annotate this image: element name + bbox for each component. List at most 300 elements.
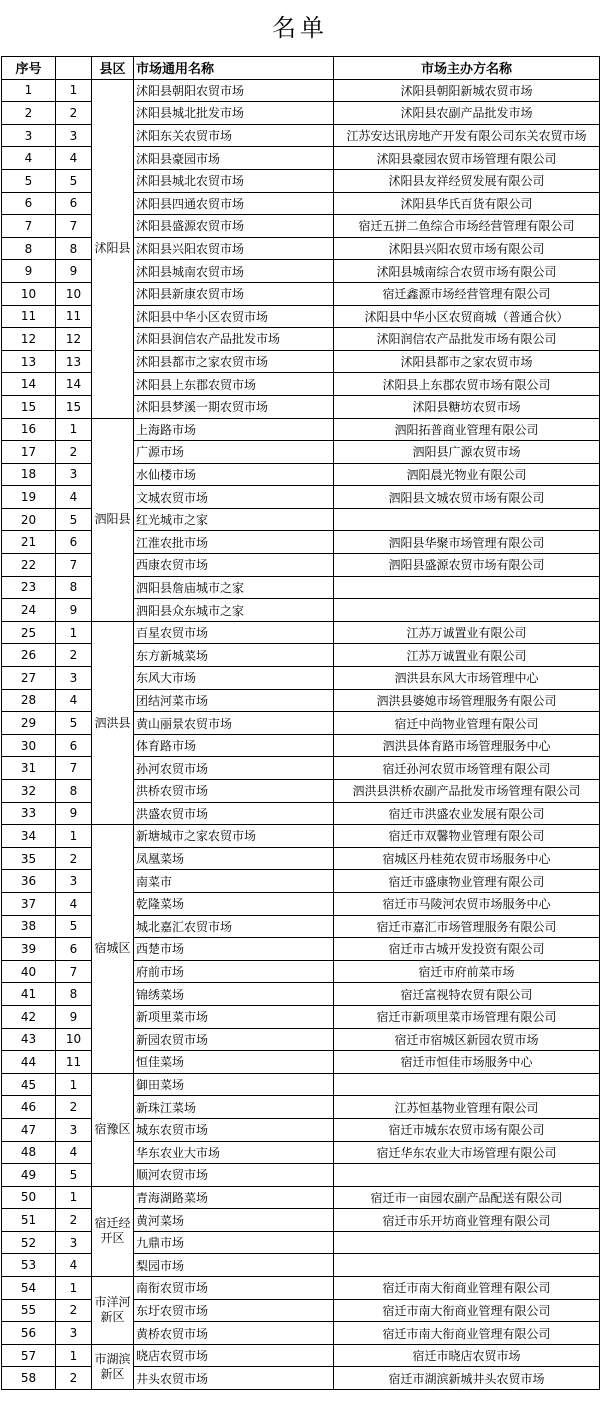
row-seq: 10 [2,282,56,305]
row-sub-seq: 7 [56,757,92,780]
table-row [2,621,600,644]
market-name: 乾隆菜场 [134,892,334,915]
row-seq: 18 [2,463,56,486]
row-seq: 45 [2,1073,56,1096]
market-name: 百星农贸市场 [134,621,334,644]
market-name: 沭阳县都市之家农贸市场 [134,350,334,373]
table-row [2,1118,600,1141]
row-sub-seq: 4 [56,486,92,509]
header-seq: 序号 [2,57,56,80]
organizer-name: 泗阳晨光物业有限公司 [334,463,600,486]
table-row [2,531,600,554]
organizer-name: 宿迁市嘉汇市场管理服务有限公司 [334,915,600,938]
row-sub-seq: 9 [56,1005,92,1028]
row-seq: 43 [2,1028,56,1051]
row-sub-seq: 15 [56,395,92,418]
market-name: 黄河菜场 [134,1209,334,1232]
row-sub-seq: 10 [56,1028,92,1051]
table-row [2,915,600,938]
market-list-table [1,56,600,1390]
district-cell: 泗洪县 [92,621,134,824]
market-name: 新项里菜市场 [134,1005,334,1028]
market-name: 新塘城市之家农贸市场 [134,825,334,848]
market-name: 城东农贸市场 [134,1118,334,1141]
row-sub-seq: 6 [56,531,92,554]
row-seq: 7 [2,215,56,238]
row-seq: 11 [2,305,56,328]
organizer-name: 宿迁市新项里菜市场管理有限公司 [334,1005,600,1028]
organizer-name: 沭阳县上东郡农贸市场有限公司 [334,373,600,396]
row-seq: 42 [2,1005,56,1028]
table-row [2,780,600,803]
market-name: 体育路市场 [134,734,334,757]
market-name: 南衔农贸市场 [134,1277,334,1300]
table-row [2,1005,600,1028]
organizer-name: 宿迁市一亩园农副产品配送有限公司 [334,1186,600,1209]
row-sub-seq: 1 [56,418,92,441]
row-seq: 3 [2,124,56,147]
page-title: 名单 [272,14,328,42]
row-seq: 20 [2,508,56,531]
organizer-name [334,1073,600,1096]
market-name: 新园农贸市场 [134,1028,334,1051]
organizer-name: 沭阳县友祥经贸发展有限公司 [334,169,600,192]
table-row [2,395,600,418]
row-seq: 31 [2,757,56,780]
table-row [2,892,600,915]
row-sub-seq: 3 [56,1118,92,1141]
market-name: 沭阳县豪园市场 [134,147,334,170]
table-row [2,1367,600,1390]
row-seq: 28 [2,689,56,712]
row-seq: 27 [2,667,56,690]
row-seq: 51 [2,1209,56,1232]
row-sub-seq: 1 [56,621,92,644]
table-row [2,983,600,1006]
table-row [2,282,600,305]
table-row [2,79,600,102]
row-sub-seq: 8 [56,237,92,260]
row-seq: 14 [2,373,56,396]
row-seq: 40 [2,960,56,983]
row-seq: 9 [2,260,56,283]
row-sub-seq: 3 [56,1322,92,1345]
table-row [2,305,600,328]
organizer-name: 宿迁市古城开发投资有限公司 [334,938,600,961]
row-seq: 58 [2,1367,56,1390]
organizer-name: 宿迁市盛康物业管理有限公司 [334,870,600,893]
market-name: 西楚市场 [134,938,334,961]
table-row [2,1299,600,1322]
district-cell: 市湖滨新区 [92,1344,134,1389]
organizer-name: 沭阳县华氏百货有限公司 [334,192,600,215]
organizer-name: 宿迁市南大衔商业管理有限公司 [334,1322,600,1345]
row-sub-seq: 13 [56,350,92,373]
row-sub-seq: 1 [56,825,92,848]
row-sub-seq: 3 [56,870,92,893]
market-name: 沭阳县上东郡农贸市场 [134,373,334,396]
district-cell: 宿城区 [92,825,134,1074]
row-sub-seq: 9 [56,260,92,283]
table-row [2,757,600,780]
table-row [2,1344,600,1367]
organizer-name: 泗洪县体育路市场管理服务中心 [334,734,600,757]
row-sub-seq: 8 [56,780,92,803]
organizer-name: 宿迁市湖滨新城井头农贸市场 [334,1367,600,1390]
table-row [2,870,600,893]
organizer-name [334,1231,600,1254]
table-row [2,712,600,735]
row-seq: 24 [2,599,56,622]
row-seq: 35 [2,847,56,870]
table-row [2,441,600,464]
table-row [2,802,600,825]
market-name: 沭阳县四通农贸市场 [134,192,334,215]
market-name: 顺河农贸市场 [134,1164,334,1187]
row-sub-seq: 6 [56,938,92,961]
market-name: 梨园市场 [134,1254,334,1277]
market-name: 沭阳县润信农产品批发市场 [134,328,334,351]
district-cell: 市洋河新区 [92,1277,134,1345]
table-row [2,1322,600,1345]
table-row [2,328,600,351]
organizer-name: 泗洪县婆媳市场管理服务有限公司 [334,689,600,712]
row-sub-seq: 3 [56,124,92,147]
row-sub-seq: 2 [56,1367,92,1390]
market-name: 凤凰菜场 [134,847,334,870]
row-seq: 48 [2,1141,56,1164]
header-district: 县区 [92,57,134,80]
row-seq: 53 [2,1254,56,1277]
table-row [2,1231,600,1254]
row-seq: 5 [2,169,56,192]
table-row [2,350,600,373]
row-sub-seq: 4 [56,1254,92,1277]
organizer-name: 江苏万诚置业有限公司 [334,621,600,644]
organizer-name: 宿迁市城东农贸市场有限公司 [334,1118,600,1141]
row-seq: 44 [2,1051,56,1074]
market-name: 青海湖路菜场 [134,1186,334,1209]
row-seq: 16 [2,418,56,441]
organizer-name: 宿迁市恒佳市场服务中心 [334,1051,600,1074]
organizer-name: 宿迁市乐开坊商业管理有限公司 [334,1209,600,1232]
market-name: 沭阳县城南农贸市场 [134,260,334,283]
organizer-name [334,599,600,622]
market-name: 黄山丽景农贸市场 [134,712,334,735]
row-sub-seq: 7 [56,215,92,238]
row-sub-seq: 5 [56,712,92,735]
row-sub-seq: 1 [56,1277,92,1300]
market-name: 沭阳县中华小区农贸市场 [134,305,334,328]
organizer-name: 沭阳县豪园农贸市场管理有限公司 [334,147,600,170]
organizer-name: 宿城区丹桂苑农贸市场服务中心 [334,847,600,870]
row-seq: 55 [2,1299,56,1322]
organizer-name: 宿迁孙河农贸市场管理有限公司 [334,757,600,780]
row-seq: 37 [2,892,56,915]
table-row [2,463,600,486]
market-name: 锦绣菜场 [134,983,334,1006]
row-seq: 52 [2,1231,56,1254]
organizer-name: 宿迁市洪盛农业发展有限公司 [334,802,600,825]
organizer-name: 沭阳县都市之家农贸市场 [334,350,600,373]
row-sub-seq: 1 [56,1073,92,1096]
table-row [2,124,600,147]
table-row [2,644,600,667]
row-sub-seq: 2 [56,1299,92,1322]
market-name: 黄桥农贸市场 [134,1322,334,1345]
table-row [2,1277,600,1300]
market-name: 洪盛农贸市场 [134,802,334,825]
row-sub-seq: 10 [56,282,92,305]
table-row [2,508,600,531]
organizer-name [334,576,600,599]
row-seq: 17 [2,441,56,464]
row-seq: 2 [2,102,56,125]
organizer-name: 泗阳县广源农贸市场 [334,441,600,464]
organizer-name: 江苏恒基物业管理有限公司 [334,1096,600,1119]
table-row [2,418,600,441]
row-sub-seq: 6 [56,734,92,757]
header-market-name: 市场通用名称 [134,57,334,80]
table-body [2,79,600,1389]
organizer-name: 泗阳拓普商业管理有限公司 [334,418,600,441]
table-row [2,1073,600,1096]
organizer-name [334,1164,600,1187]
row-seq: 50 [2,1186,56,1209]
market-name: 东风大市场 [134,667,334,690]
organizer-name: 宿迁市宿城区新园农贸市场 [334,1028,600,1051]
market-name: 南菜市 [134,870,334,893]
table-row [2,1051,600,1074]
row-sub-seq: 1 [56,79,92,102]
row-seq: 30 [2,734,56,757]
table-row [2,237,600,260]
organizer-name: 宿迁五拼二鱼综合市场经营管理有限公司 [334,215,600,238]
row-sub-seq: 9 [56,599,92,622]
market-name: 沭阳县梦溪一期农贸市场 [134,395,334,418]
market-name: 沭阳县新康农贸市场 [134,282,334,305]
organizer-name: 泗洪县洪桥农副产品批发市场管理有限公司 [334,780,600,803]
market-name: 孙河农贸市场 [134,757,334,780]
market-name: 沭阳东关农贸市场 [134,124,334,147]
row-sub-seq: 7 [56,960,92,983]
row-sub-seq: 4 [56,689,92,712]
row-sub-seq: 11 [56,305,92,328]
table-row [2,147,600,170]
organizer-name: 泗阳县文城农贸市场有限公司 [334,486,600,509]
organizer-name: 江苏万诚置业有限公司 [334,644,600,667]
market-name: 府前市场 [134,960,334,983]
row-seq: 25 [2,621,56,644]
market-name: 文城农贸市场 [134,486,334,509]
market-name: 华东农业大市场 [134,1141,334,1164]
market-name: 沭阳县盛源农贸市场 [134,215,334,238]
row-sub-seq: 3 [56,1231,92,1254]
organizer-name: 宿迁市府前菜市场 [334,960,600,983]
row-sub-seq: 2 [56,441,92,464]
row-sub-seq: 5 [56,915,92,938]
market-name: 西康农贸市场 [134,554,334,577]
row-seq: 47 [2,1118,56,1141]
row-seq: 38 [2,915,56,938]
organizer-name [334,1254,600,1277]
organizer-name [334,508,600,531]
row-seq: 46 [2,1096,56,1119]
row-sub-seq: 6 [56,192,92,215]
row-sub-seq: 2 [56,644,92,667]
row-seq: 32 [2,780,56,803]
organizer-name: 沭阳县兴阳农贸市场有限公司 [334,237,600,260]
row-seq: 22 [2,554,56,577]
row-seq: 13 [2,350,56,373]
row-sub-seq: 2 [56,1209,92,1232]
row-sub-seq: 3 [56,463,92,486]
row-sub-seq: 5 [56,169,92,192]
organizer-name: 江苏安达讯房地产开发有限公司东关农贸市场 [334,124,600,147]
row-seq: 6 [2,192,56,215]
row-seq: 26 [2,644,56,667]
row-seq: 12 [2,328,56,351]
row-seq: 4 [2,147,56,170]
table-row [2,1096,600,1119]
table-row [2,373,600,396]
row-seq: 29 [2,712,56,735]
table-row [2,486,600,509]
market-name: 水仙楼市场 [134,463,334,486]
row-sub-seq: 14 [56,373,92,396]
row-sub-seq: 4 [56,892,92,915]
row-sub-seq: 8 [56,576,92,599]
market-name: 红光城市之家 [134,508,334,531]
row-sub-seq: 9 [56,802,92,825]
table-row [2,825,600,848]
row-sub-seq: 2 [56,1096,92,1119]
table-row [2,260,600,283]
market-name: 沭阳县城北批发市场 [134,102,334,125]
table-row [2,938,600,961]
organizer-name: 宿迁中尚物业管理有限公司 [334,712,600,735]
organizer-name: 宿迁市晓店农贸市场 [334,1344,600,1367]
district-cell: 宿豫区 [92,1073,134,1186]
header-row [2,57,600,80]
market-name: 东圩农贸市场 [134,1299,334,1322]
row-seq: 57 [2,1344,56,1367]
organizer-name: 沭阳县中华小区农贸商城（普通合伙） [334,305,600,328]
row-seq: 1 [2,79,56,102]
district-cell: 泗阳县 [92,418,134,621]
organizer-name: 沭阳县农副产品批发市场 [334,102,600,125]
organizer-name: 宿迁富视特农贸有限公司 [334,983,600,1006]
row-seq: 19 [2,486,56,509]
row-seq: 23 [2,576,56,599]
organizer-name: 泗阳县盛源农贸市场有限公司 [334,554,600,577]
table-row [2,667,600,690]
organizer-name: 宿迁鑫源市场经营管理有限公司 [334,282,600,305]
organizer-name: 宿迁华东农业大市场管理有限公司 [334,1141,600,1164]
row-seq: 15 [2,395,56,418]
header-organizer-name: 市场主办方名称 [334,57,600,80]
market-name: 沭阳县兴阳农贸市场 [134,237,334,260]
row-sub-seq: 8 [56,983,92,1006]
table-row [2,1254,600,1277]
organizer-name: 泗洪县东风大市场管理中心 [334,667,600,690]
organizer-name: 沭阳润信农产品批发市场有限公司 [334,328,600,351]
table-row [2,847,600,870]
organizer-name: 沭阳县朝阳新城农贸市场 [334,79,600,102]
market-name: 泗阳县众东城市之家 [134,599,334,622]
organizer-name: 宿迁市马陵河农贸市场服务中心 [334,892,600,915]
market-name: 广源市场 [134,441,334,464]
market-name: 恒佳菜场 [134,1051,334,1074]
table-row [2,1186,600,1209]
market-name: 沭阳县朝阳农贸市场 [134,79,334,102]
table-row [2,960,600,983]
header-sub [56,57,92,80]
table-row [2,169,600,192]
row-sub-seq: 2 [56,102,92,125]
row-seq: 39 [2,938,56,961]
organizer-name: 沭阳县糖坊农贸市场 [334,395,600,418]
row-sub-seq: 1 [56,1186,92,1209]
row-seq: 54 [2,1277,56,1300]
row-seq: 33 [2,802,56,825]
table-row [2,554,600,577]
table-row [2,215,600,238]
table-row [2,192,600,215]
row-seq: 56 [2,1322,56,1345]
row-sub-seq: 11 [56,1051,92,1074]
table-row [2,1164,600,1187]
row-sub-seq: 2 [56,847,92,870]
table-row [2,689,600,712]
district-cell: 宿迁经开区 [92,1186,134,1276]
row-sub-seq: 5 [56,1164,92,1187]
market-name: 九鼎市场 [134,1231,334,1254]
market-name: 沭阳县城北农贸市场 [134,169,334,192]
market-name: 团结河菜市场 [134,689,334,712]
market-name: 泗阳县詹庙城市之家 [134,576,334,599]
market-name: 江淮农批市场 [134,531,334,554]
market-name: 东方新城菜场 [134,644,334,667]
market-name: 新珠江菜场 [134,1096,334,1119]
row-sub-seq: 12 [56,328,92,351]
row-sub-seq: 3 [56,667,92,690]
table-row [2,102,600,125]
row-sub-seq: 5 [56,508,92,531]
market-name: 洪桥农贸市场 [134,780,334,803]
row-sub-seq: 7 [56,554,92,577]
row-sub-seq: 4 [56,1141,92,1164]
row-seq: 8 [2,237,56,260]
market-name: 御田菜场 [134,1073,334,1096]
market-name: 上海路市场 [134,418,334,441]
table-row [2,1209,600,1232]
row-seq: 34 [2,825,56,848]
table-row [2,1141,600,1164]
row-seq: 21 [2,531,56,554]
table-row [2,1028,600,1051]
row-seq: 49 [2,1164,56,1187]
organizer-name: 宿迁市南大衔商业管理有限公司 [334,1299,600,1322]
table-row [2,734,600,757]
table-row [2,576,600,599]
table-row [2,599,600,622]
row-sub-seq: 1 [56,1344,92,1367]
organizer-name: 宿迁市双馨物业管理有限公司 [334,825,600,848]
market-name: 城北嘉汇农贸市场 [134,915,334,938]
row-seq: 36 [2,870,56,893]
organizer-name: 沭阳县城南综合农贸市场有限公司 [334,260,600,283]
